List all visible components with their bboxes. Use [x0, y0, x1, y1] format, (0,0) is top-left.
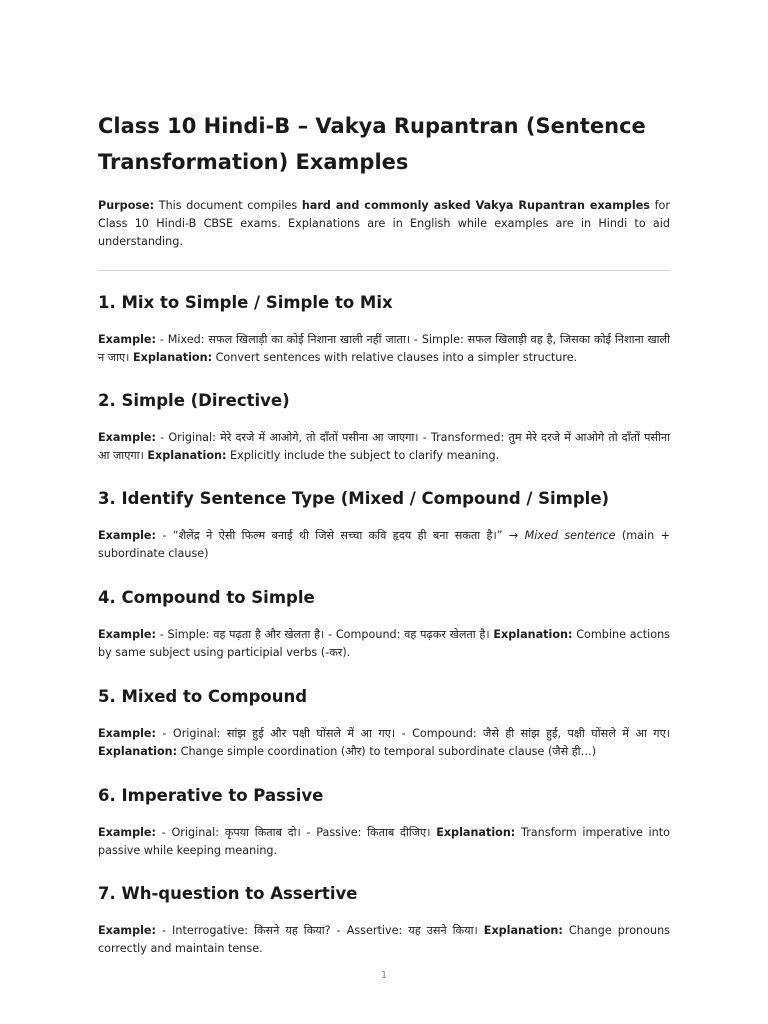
section-heading: 5. Mixed to Compound [98, 687, 308, 706]
section-heading: 1. Mix to Simple / Simple to Mix [98, 293, 393, 312]
explanation-text: Convert sentences with relative clauses into a simpler structure. [212, 351, 578, 364]
example-text: - Original: कृपया किताब दो। - Passive: किताब दीजिए। [155, 826, 431, 839]
explanation-text: Change pronouns correctly and maintain tense. [98, 924, 670, 955]
example-text: - Simple: वह पढ़ता है और खेलता है। - Compound: वह पढ़कर खेलता है। [155, 628, 490, 641]
section-example [98, 626, 670, 662]
section-heading: 3. Identify Sentence Type (Mixed / Compound / Simple) [98, 489, 610, 508]
divider [98, 270, 670, 271]
section-example [98, 429, 670, 465]
explanation-text: Explicitly include the subject to clarify meaning. [226, 449, 500, 462]
explanation-text: Transform imperative into passive while keeping meaning. [98, 826, 670, 857]
example-text: - Original: सांझ हुई और पक्षी घोंसले में आ गए। - Compound: जैसे ही सांझ हुई, पक्षी घोंसले में आ गए। [155, 727, 670, 740]
section-identify-sentence-type [98, 487, 670, 563]
section-heading: 2. Simple (Directive) [98, 391, 290, 410]
section-example [98, 725, 670, 761]
section-compound-to-simple [98, 586, 670, 662]
document-page [98, 108, 670, 958]
section-example [98, 824, 670, 860]
example-label: Example: [98, 826, 156, 839]
purpose-label: Purpose: [98, 199, 155, 212]
purpose-paragraph [98, 197, 670, 251]
purpose-bold-text: hard and commonly asked Vakya Rupantran examples [301, 199, 650, 212]
example-label: Example: [98, 628, 156, 641]
explanation-label: Explanation: [147, 449, 227, 462]
section-example [98, 922, 670, 958]
example-label: Example: [98, 924, 156, 937]
section-wh-question-to-assertive [98, 882, 670, 958]
example-text: - Interrogative: किसने यह किया? - Assertive: यह उसने किया। [155, 924, 478, 937]
example-label: Example: [98, 431, 156, 444]
explanation-label: Explanation: [483, 924, 563, 937]
section-example [98, 527, 670, 563]
explanation-label: Explanation: [98, 745, 178, 758]
example-label: Example: [98, 333, 156, 346]
explanation-label: Explanation: [493, 628, 573, 641]
section-simple-directive [98, 389, 670, 465]
section-heading: 7. Wh-question to Assertive [98, 884, 358, 903]
example-label: Example: [98, 727, 156, 740]
section-mixed-to-compound [98, 685, 670, 761]
example-text: - “शैलेंद्र ने ऐसी फिल्म बनाई थी जिसे सच्चा कवि हृदय ही बना सकता है।” → [155, 529, 525, 542]
example-after-text: (main + subordinate clause) [98, 529, 670, 560]
purpose-text-after: for Class 10 Hindi-B CBSE exams. Explanations are in English while examples are in Hindi to aid understanding. [98, 199, 670, 248]
section-example [98, 331, 670, 367]
example-text: - Original: मेरे दरजे में आओगे, तो दाँतों पसीना आ जाएगा। - Transformed: तुम मेरे दरजे में आओगे तो दाँतों पसीना आ जाएगा। [98, 431, 670, 462]
section-heading: 6. Imperative to Passive [98, 786, 324, 805]
page-number: 1 [380, 970, 388, 981]
explanation-text: Combine actions by same subject using participial verbs (-कर). [98, 628, 670, 659]
explanation-text: Change simple coordination (और) to temporal subordinate clause (जैसे ही…) [177, 745, 597, 758]
explanation-label: Explanation: [436, 826, 516, 839]
purpose-text-before: This document compiles [154, 199, 302, 212]
section-imperative-to-passive [98, 784, 670, 860]
page-title: Class 10 Hindi-B – Vakya Rupantran (Sentence Transformation) Examples [98, 114, 646, 174]
explanation-label: Explanation: [132, 351, 213, 364]
example-text: - Mixed: सफल खिलाड़ी का कोई निशाना खाली नहीं जाता। - Simple: सफल खिलाड़ी वह है, जिसका कोई निशाना खाली न जाए। [98, 333, 670, 364]
section-mix-to-simple [98, 291, 670, 367]
example-label: Example: [98, 529, 156, 542]
section-heading: 4. Compound to Simple [98, 588, 315, 607]
example-italic-text: Mixed sentence [524, 529, 616, 542]
